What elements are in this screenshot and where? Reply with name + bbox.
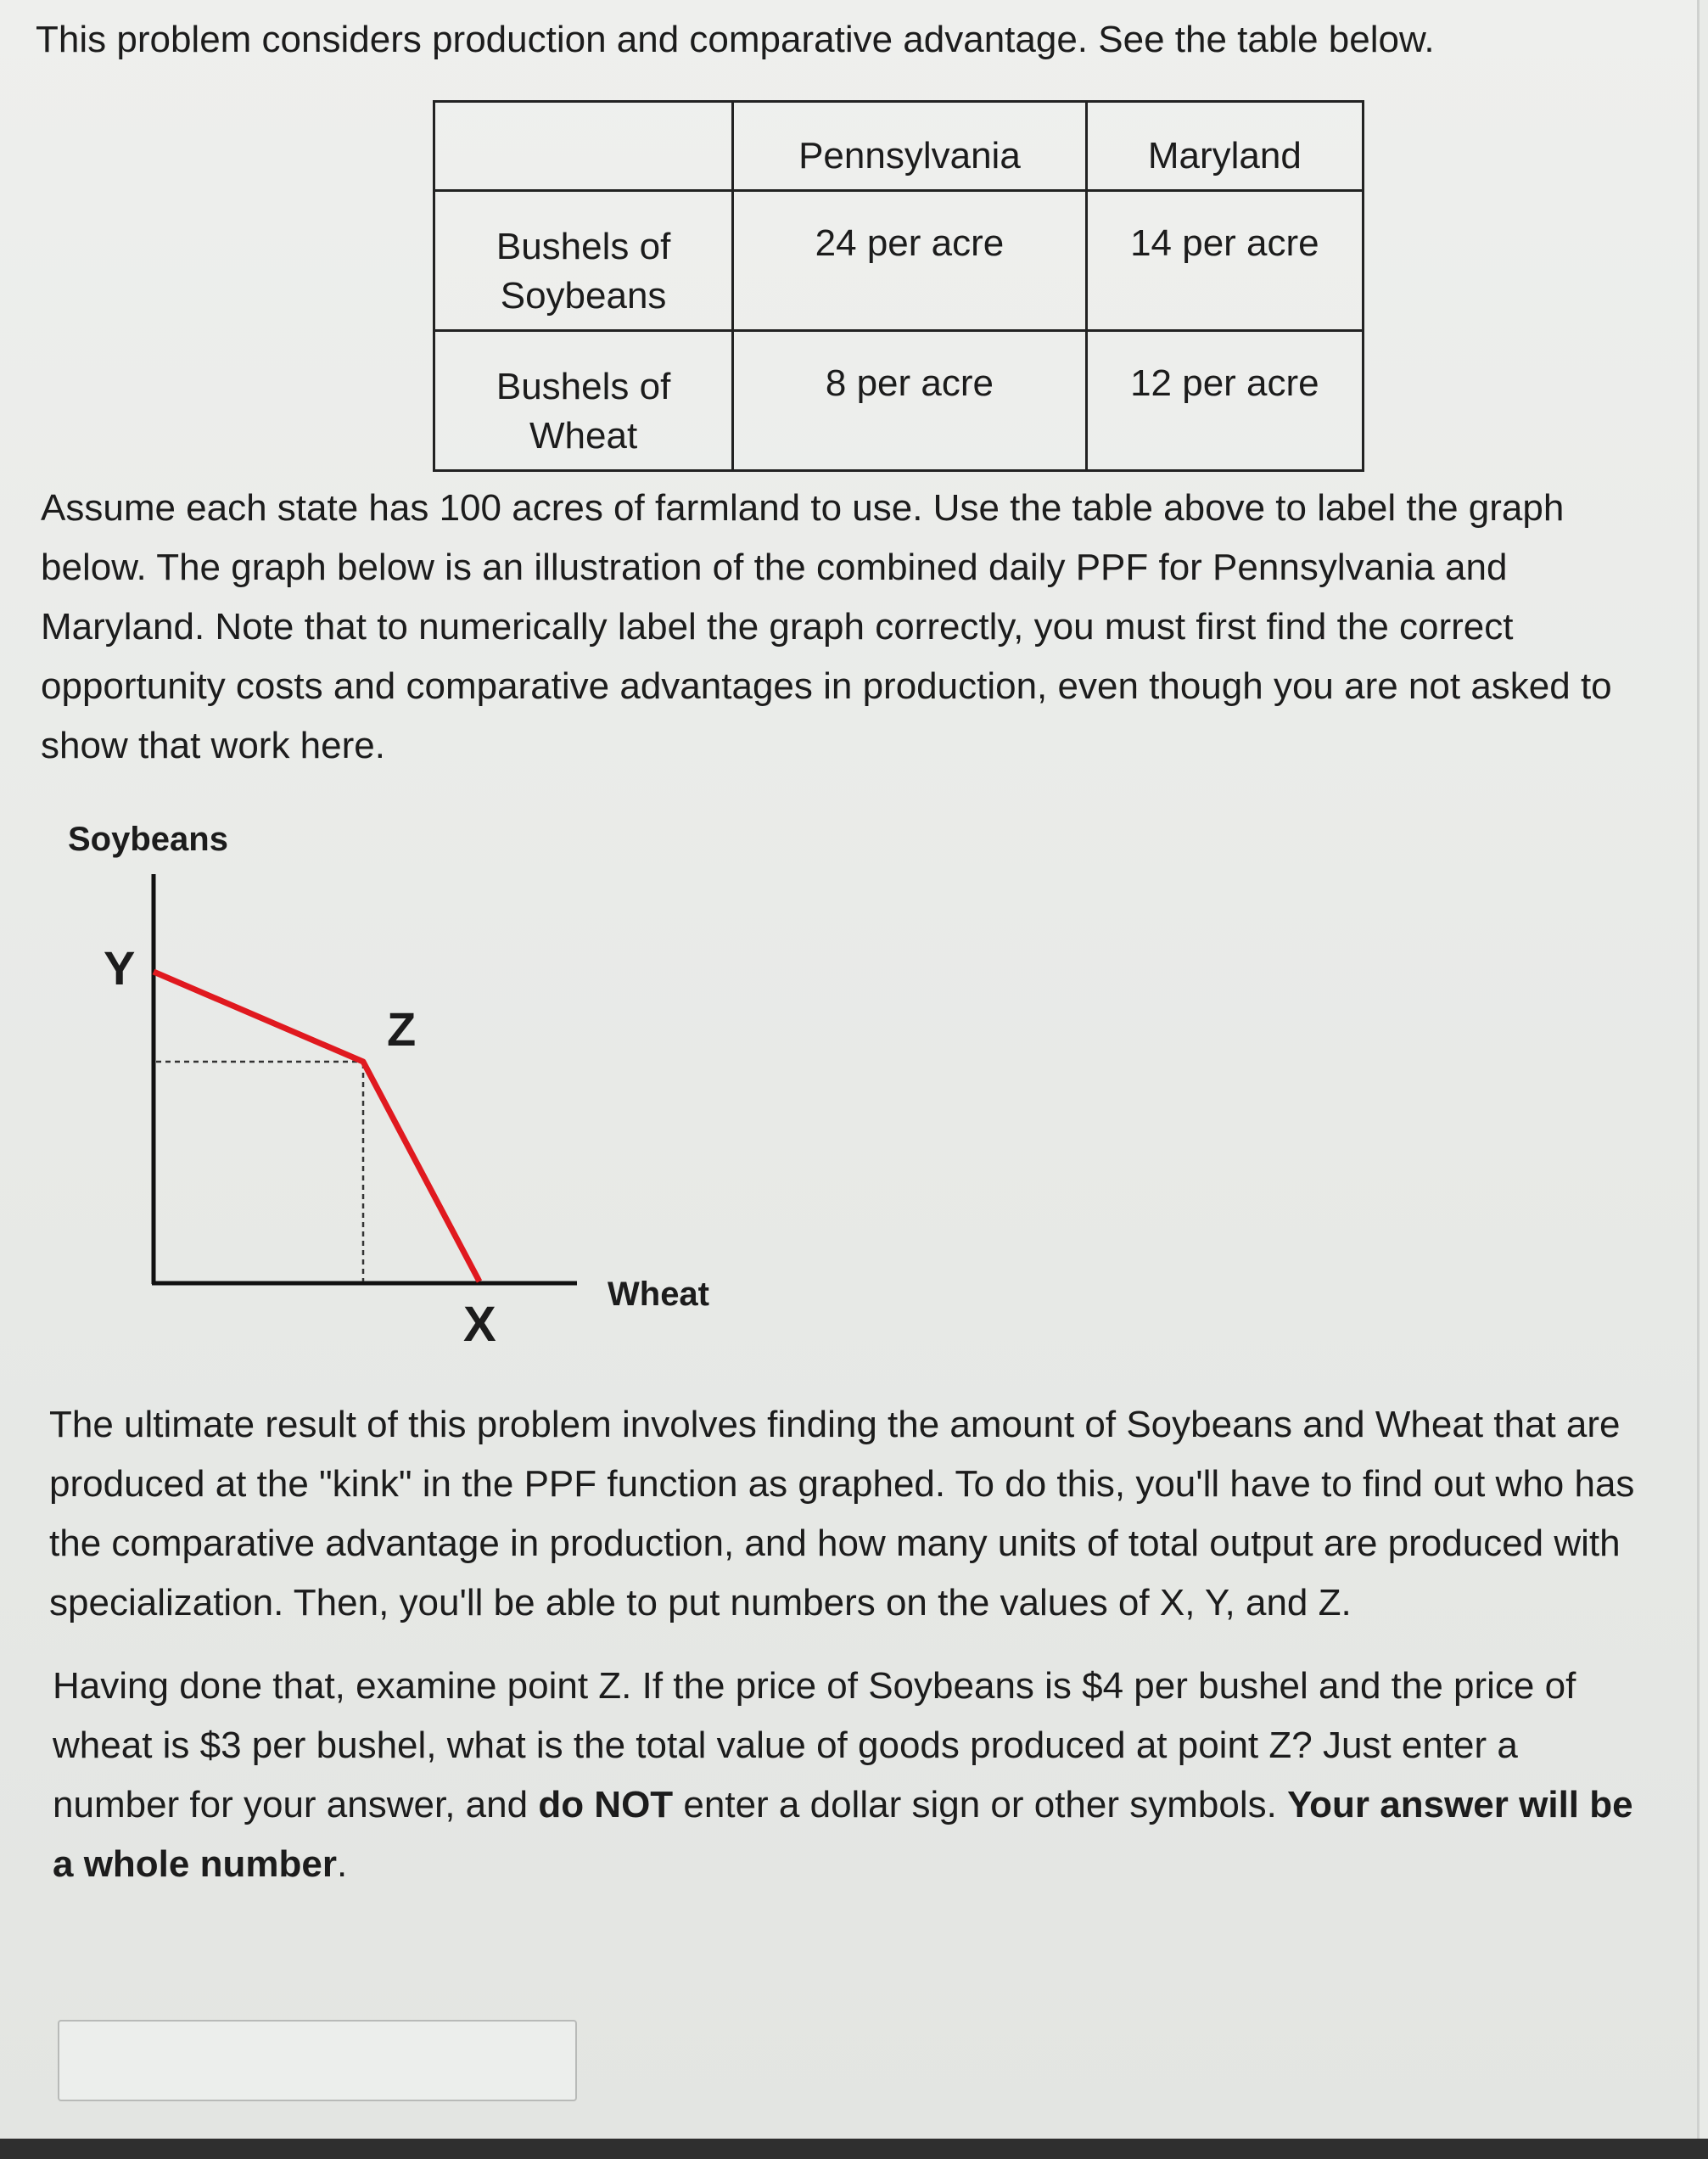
point-x-label: X [463,1297,496,1352]
y-axis-label: Soybeans [68,821,228,858]
cell-maryland-soybeans: 14 per acre [1086,191,1363,331]
table-header-pennsylvania: Pennsylvania [733,102,1087,191]
row-label-soybeans: Bushels of Soybeans [434,191,733,331]
ppf-curve [154,972,479,1281]
row-label-wheat: Bushels of Wheat [434,331,733,471]
table-header-empty [434,102,733,191]
table-row [434,331,1364,471]
table-header-row [434,102,1364,191]
table-header-maryland: Maryland [1086,102,1363,191]
question-part3: . [336,1843,348,1885]
ppf-graph [51,806,747,1366]
question-bold-do-not: do NOT [538,1784,674,1825]
point-y-label: Y [104,941,136,995]
question-bold-whole-number: Your answer will be a whole number [53,1784,1633,1885]
assume-text: Assume each state has 100 acres of farmland to use. Use the table above to label the graph below. The graph below is an illustration of the combined daily PPF for Pennsylvania and Maryland. Note that to numerically label the graph correctly, you must first find the correct opportunity costs and comparative advantages in production, even though you are not asked to show that work here. [41,487,1612,766]
point-z-label: Z [387,1002,417,1056]
production-table [433,100,1364,472]
cell-maryland-wheat: 12 per acre [1086,331,1363,471]
cell-pennsylvania-wheat: 8 per acre [733,331,1087,471]
question-text [53,1657,1648,1894]
question-part2: enter a dollar sign or other symbols. [673,1784,1288,1825]
x-axis-label: Wheat [608,1276,709,1313]
bottom-edge [0,2139,1708,2159]
table-row [434,191,1364,331]
question-part1: Having done that, examine point Z. If the price of Soybeans is $4 per bushel and the price of wheat is $3 per bushel, what is the total value of goods produced at point Z? Just enter a number for your answer, and [53,1665,1576,1825]
intro-text: This problem considers production and comparative advantage. See the table below. [36,19,1435,60]
cell-pennsylvania-soybeans: 24 per acre [733,191,1087,331]
answer-input[interactable] [58,2020,577,2101]
ultimate-text: The ultimate result of this problem involves finding the amount of Soybeans and Wheat that are produced at the "kink" in the PPF function as graphed. To do this, you'll have to find out who has the comparative advantage in production, and how many units of total output are produced with specialization. Then, you'll be able to put numbers on the values of X, Y, and Z. [49,1404,1635,1623]
